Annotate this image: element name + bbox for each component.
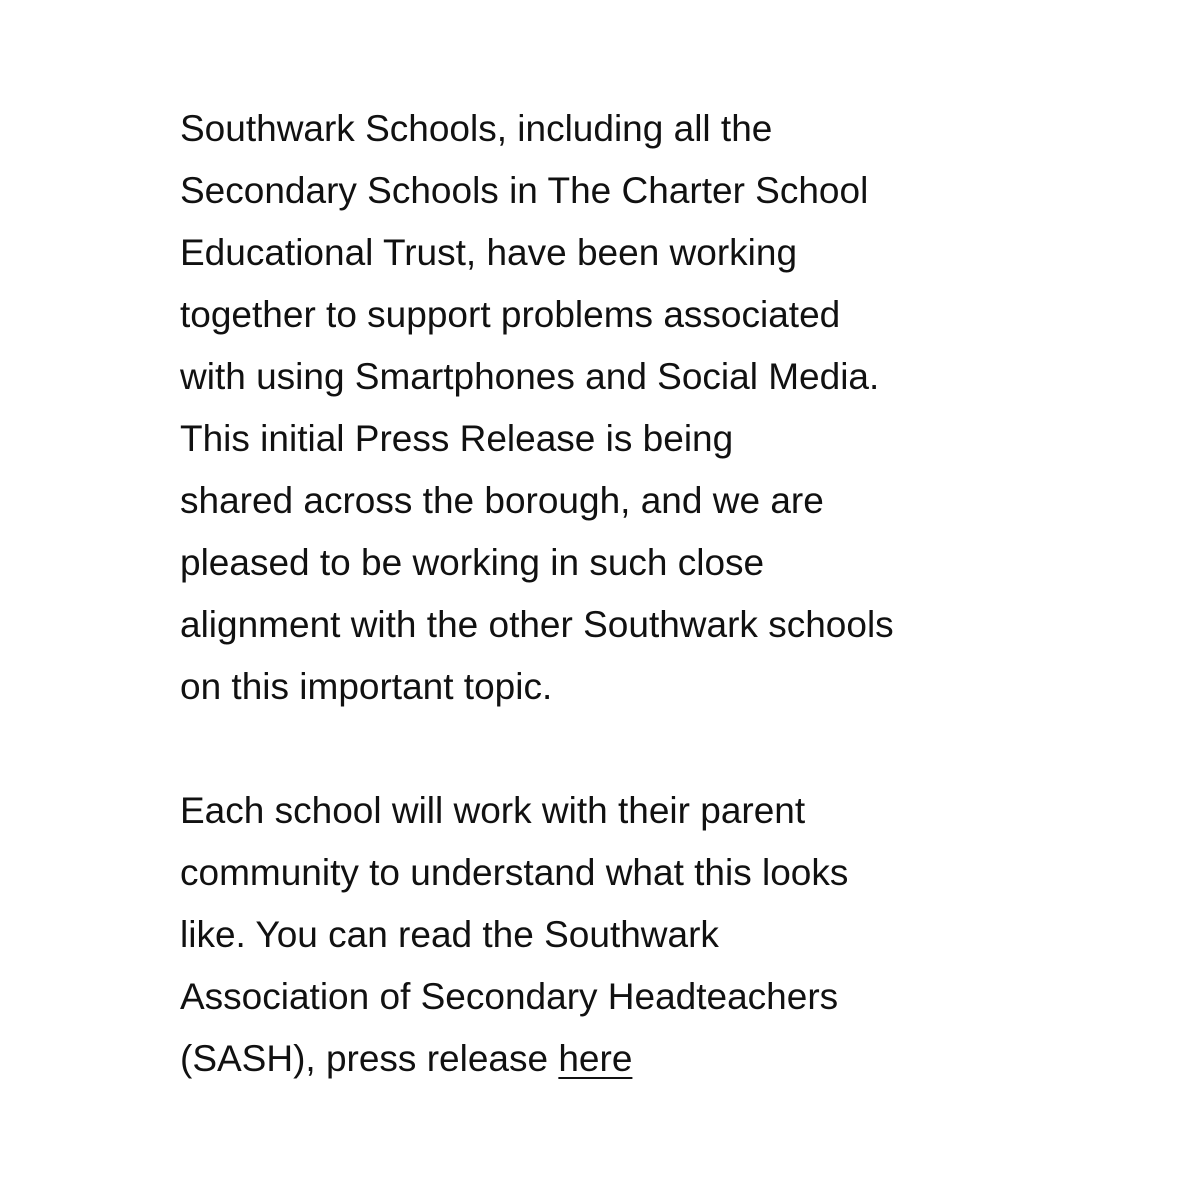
- text-line: Secondary Schools in The Charter School: [180, 170, 869, 211]
- text-line: on this important topic.: [180, 666, 553, 707]
- text-line: Association of Secondary Headteachers: [180, 976, 839, 1017]
- paragraph-parent-community: [180, 780, 1080, 1090]
- text-line: community to understand what this looks: [180, 852, 849, 893]
- text-line: alignment with the other Southwark schools: [180, 604, 894, 645]
- text-line: This initial Press Release is being: [180, 418, 734, 459]
- text-line: Southwark Schools, including all the: [180, 108, 773, 149]
- press-release-link[interactable]: here: [558, 1038, 633, 1079]
- text-line: Each school will work with their parent: [180, 790, 806, 831]
- text-line: pleased to be working in such close: [180, 542, 765, 583]
- press-release-text: [180, 98, 1080, 1090]
- text-line: shared across the borough, and we are: [180, 480, 824, 521]
- text-line: with using Smartphones and Social Media.: [180, 356, 880, 397]
- text-line-with-link: [180, 1028, 1080, 1090]
- text-line: together to support problems associated: [180, 294, 841, 335]
- text-line: Educational Trust, have been working: [180, 232, 798, 273]
- text-line: like. You can read the Southwark: [180, 914, 719, 955]
- paragraph-intro: [180, 98, 1080, 718]
- press-release-prefix: (SASH), press release: [180, 1038, 559, 1079]
